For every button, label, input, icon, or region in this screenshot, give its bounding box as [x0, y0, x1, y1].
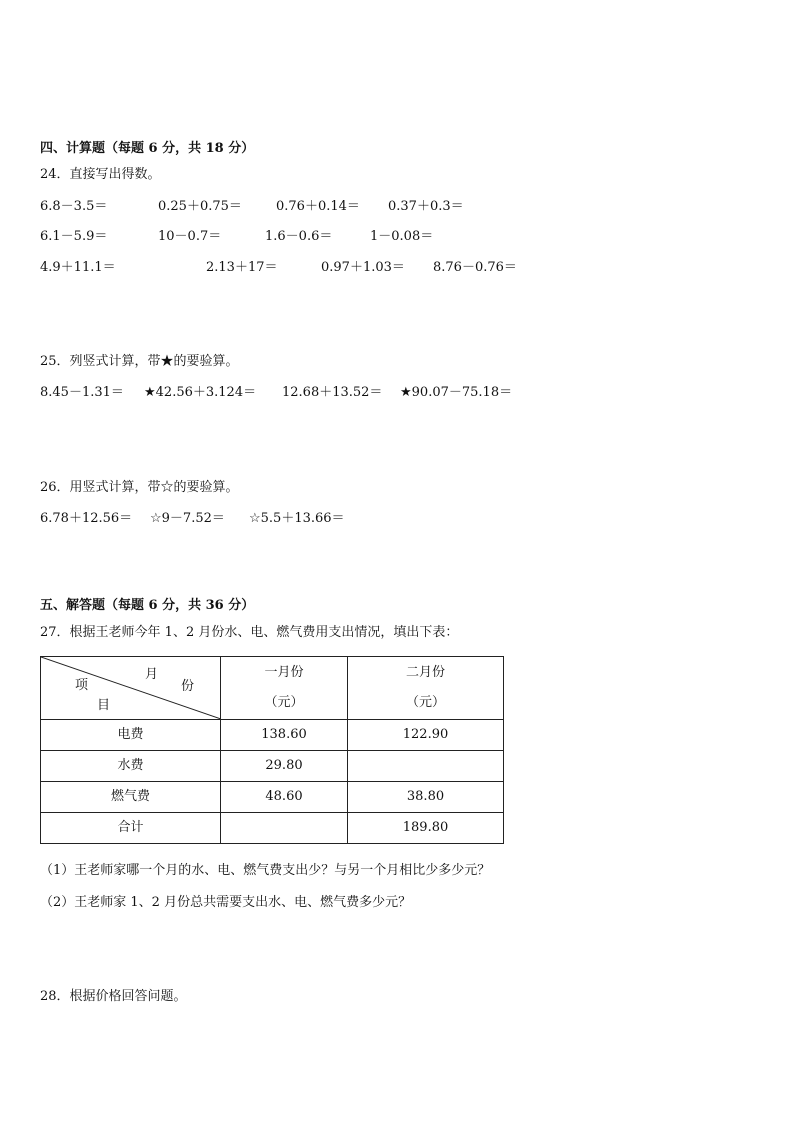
q24-expression: 6.1－5.9＝ [40, 229, 108, 244]
q26-expression: 6.78＋12.56＝ [40, 511, 133, 526]
question-25-prompt: 25．列竖式计算，带★的要验算。 [40, 354, 239, 369]
cell-february: 189.80 [348, 813, 504, 844]
question-27-prompt: 27．根据王老师今年 1、2 月份水、电、燃气费用支出情况，填出下表： [40, 625, 459, 640]
column-header-february: 二月份 （元） [348, 657, 504, 720]
question-27-sub-1: （1）王老师家哪一个月的水、电、燃气费支出少？与另一个月相比少多少元？ [40, 863, 491, 878]
table-corner-header [41, 657, 221, 720]
q25-expression: ★42.56＋3.124＝ [144, 385, 257, 400]
cell-january: 29.80 [221, 751, 348, 782]
row-label: 电费 [41, 720, 221, 751]
q24-expression: 0.25＋0.75＝ [158, 199, 242, 214]
question-28-prompt: 28．根据价格回答问题。 [40, 989, 187, 1004]
cell-january: 138.60 [221, 720, 348, 751]
q24-expression: 0.97＋1.03＝ [321, 260, 405, 275]
row-label: 水费 [41, 751, 221, 782]
table-row [41, 782, 504, 813]
section-4-title: 四、计算题（每题 6 分，共 18 分） [40, 141, 255, 156]
cell-february: 122.90 [348, 720, 504, 751]
question-27-sub-2: （2）王老师家 1、2 月份总共需要支出水、电、燃气费多少元？ [40, 895, 412, 910]
row-label: 合计 [41, 813, 221, 844]
q24-expression: 6.8－3.5＝ [40, 199, 108, 214]
corner-item-char: 目 [97, 698, 111, 713]
corner-month-char: 份 [181, 679, 195, 694]
q24-expression: 1－0.08＝ [370, 229, 434, 244]
table-row [41, 813, 504, 844]
q25-expression: 12.68＋13.52＝ [282, 385, 383, 400]
section-5-title: 五、解答题（每题 6 分，共 36 分） [40, 598, 255, 613]
q26-expression: ☆5.5＋13.66＝ [249, 511, 345, 526]
q25-expression: ★90.07－75.18＝ [400, 385, 513, 400]
q24-expression: 0.76＋0.14＝ [276, 199, 360, 214]
q25-expression: 8.45－1.31＝ [40, 385, 124, 400]
question-26-prompt: 26．用竖式计算，带☆的要验算。 [40, 480, 239, 495]
cell-january: 48.60 [221, 782, 348, 813]
cell-january [221, 813, 348, 844]
q24-expression: 0.37＋0.3＝ [388, 199, 464, 214]
table-row [41, 720, 504, 751]
cell-february: 38.80 [348, 782, 504, 813]
question-24-prompt: 24．直接写出得数。 [40, 167, 161, 182]
corner-item-char: 项 [75, 678, 89, 693]
q24-expression: 1.6－0.6＝ [265, 229, 333, 244]
column-header-january: 一月份 （元） [221, 657, 348, 720]
q24-expression: 10－0.7＝ [158, 229, 222, 244]
row-label: 燃气费 [41, 782, 221, 813]
q24-expression: 2.13＋17＝ [206, 260, 278, 275]
fee-table [40, 656, 504, 844]
corner-month-char: 月 [145, 667, 159, 682]
table-row [41, 751, 504, 782]
q26-expression: ☆9－7.52＝ [150, 511, 225, 526]
q24-expression: 8.76－0.76＝ [433, 260, 517, 275]
cell-february [348, 751, 504, 782]
q24-expression: 4.9＋11.1＝ [40, 260, 116, 275]
